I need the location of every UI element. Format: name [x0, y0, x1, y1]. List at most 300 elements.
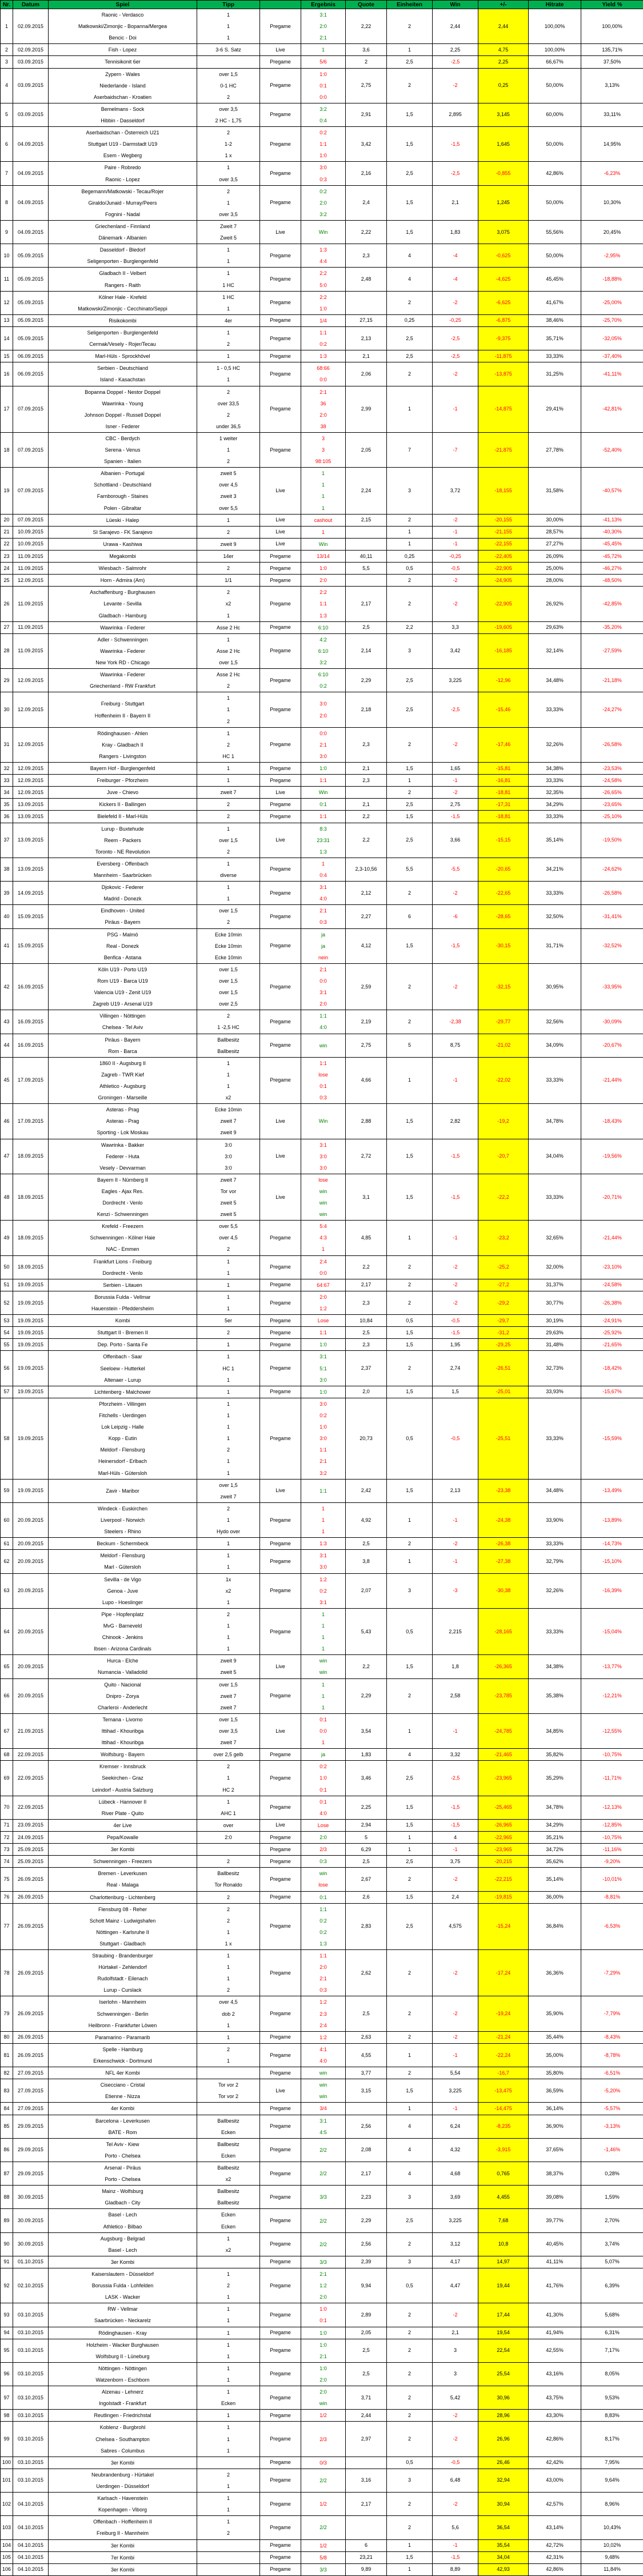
header-col-result: Ergebnis [301, 1, 346, 9]
cell-results [301, 811, 346, 823]
cell-yield: -41,13% [581, 514, 643, 526]
cell-games [49, 1608, 197, 1654]
cell-tips [197, 928, 260, 963]
cell-bookie: Pregame [260, 775, 301, 787]
cell-yield: -1,46% [581, 2138, 643, 2162]
cell-yield: 6,39% [581, 2268, 643, 2303]
cell-balance: 17,44 [478, 2303, 529, 2327]
cell-nr: 78 [1, 1950, 13, 1996]
cell-games-line: Schwenningen - Berlin [50, 2008, 195, 2020]
cell-results-line: 2:0 [302, 409, 344, 421]
cell-games-line: Asteras - Prag [50, 1115, 195, 1127]
cell-balance: -8,235 [478, 2115, 529, 2138]
cell-nr: 38 [1, 858, 13, 881]
cell-tips-line: over 1,5 [198, 987, 258, 998]
cell-quote: 2,27 [346, 905, 387, 928]
cell-tips-line: Ballbesitz [198, 2197, 258, 2208]
cell-results [301, 633, 346, 668]
cell-date: 12.09.2015 [13, 775, 49, 787]
cell-results [301, 1749, 346, 1761]
cell-yield: 2,70% [581, 2209, 643, 2232]
cell-results-line: cashout [302, 515, 344, 526]
cell-balance: -19,24 [478, 1996, 529, 2031]
cell-win: -1,5 [433, 1139, 478, 1174]
cell-date: 19.09.2015 [13, 1339, 49, 1351]
cell-nr: 24 [1, 563, 13, 575]
cell-quote: 2,5 [346, 621, 387, 633]
cell-results-line: 1:1 [302, 1950, 344, 1961]
cell-tips [197, 68, 260, 103]
cell-quote: 2,16 [346, 162, 387, 185]
cell-tips [197, 2493, 260, 2516]
header-col-tip: Tipp [197, 1, 260, 9]
cell-yield: -21,18% [581, 669, 643, 692]
cell-games-line: Matkowski/Zimonjic - Bopanna/Mergea [50, 21, 195, 32]
cell-games-line: Erkenschwick - Dortmund [50, 2055, 195, 2067]
cell-balance: 7,68 [478, 2209, 529, 2232]
table-row [1, 1856, 643, 1868]
cell-results-line: 1:1 [302, 1327, 344, 1338]
cell-results-line: 1:3 [302, 1538, 344, 1549]
cell-hitrate: 32,73% [529, 1351, 581, 1386]
cell-date: 11.09.2015 [13, 563, 49, 575]
cell-tips-line: 2 [198, 811, 258, 822]
cell-tips [197, 350, 260, 362]
cell-nr: 35 [1, 799, 13, 811]
cell-games [49, 2386, 197, 2410]
cell-tips [197, 1502, 260, 1537]
table-row [1, 1819, 643, 1831]
cell-nr: 91 [1, 2256, 13, 2268]
cell-results-line: 2/2 [302, 2239, 344, 2250]
cell-hitrate: 36,59% [529, 2079, 581, 2103]
cell-results-line: 5/8 [302, 2552, 344, 2563]
cell-win: -2,5 [433, 162, 478, 185]
cell-games-line: Schwenningen - Kölner Haie [50, 1232, 195, 1243]
cell-tips-line: 1 [198, 2303, 258, 2315]
cell-results-line: 23:31 [302, 835, 344, 846]
cell-results [301, 2493, 346, 2516]
cell-games-line: Eindhoven - United [50, 905, 195, 916]
cell-tips-line: 1 [198, 303, 258, 314]
cell-tips [197, 1315, 260, 1327]
cell-yield: -12,21% [581, 1678, 643, 1713]
cell-tips-line: zweit 9 [198, 1655, 258, 1666]
cell-units: 2 [387, 1279, 433, 1291]
cell-results [301, 1057, 346, 1103]
cell-games [49, 1844, 197, 1856]
cell-quote [346, 538, 387, 550]
cell-tips-line: 2 [198, 91, 258, 103]
cell-hitrate: 42,86% [529, 2563, 581, 2575]
cell-hitrate: 35,14% [529, 1868, 581, 1891]
cell-bookie: Pregame [260, 386, 301, 432]
cell-tips [197, 811, 260, 823]
table-row [1, 1279, 643, 1291]
cell-tips-line: 1 [198, 1279, 258, 1291]
cell-hitrate: 42,42% [529, 2457, 581, 2469]
cell-nr: 102 [1, 2493, 13, 2516]
cell-tips-line: Ecke 10min [198, 929, 258, 940]
cell-tips-line: 1 [198, 2291, 258, 2303]
cell-tips-line: 3-6 S. Satz [198, 44, 258, 55]
cell-date: 03.10.2015 [13, 2362, 49, 2386]
cell-games-line: Polen - Gibraltar [50, 503, 195, 514]
cell-units: 2,5 [387, 326, 433, 350]
cell-nr: 22 [1, 538, 13, 550]
cell-games-line: Karlsach - Havenstein [50, 2493, 195, 2504]
cell-hitrate: 27,27% [529, 538, 581, 550]
cell-date: 07.09.2015 [13, 386, 49, 432]
cell-quote: 3,16 [346, 2469, 387, 2492]
cell-games [49, 1502, 197, 1537]
cell-tips-line [198, 2067, 258, 2079]
cell-yield: -12,55% [581, 1713, 643, 1748]
cell-tips [197, 2362, 260, 2386]
cell-units: 2 [387, 575, 433, 587]
cell-tips-line: 1 [198, 728, 258, 739]
cell-bookie: Pregame [260, 314, 301, 326]
cell-games [49, 2031, 197, 2043]
cell-nr: 57 [1, 1386, 13, 1398]
cell-results-line: 2:0 [302, 1832, 344, 1843]
cell-games-line: Heilbronn - Frankfurter Löwen [50, 2020, 195, 2031]
cell-results-line: 0:1 [302, 1080, 344, 1092]
cell-date: 03.09.2015 [13, 103, 49, 126]
cell-win: -2 [433, 291, 478, 314]
cell-tips-line: Ballbesitz [198, 1868, 258, 1879]
cell-bookie: Pregame [260, 763, 301, 775]
cell-quote: 2,1 [346, 799, 387, 811]
cell-games-line: Villingen - Nöttingen [50, 1010, 195, 1022]
cell-games [49, 291, 197, 314]
cell-win: 2,1 [433, 2327, 478, 2339]
cell-tips-line: 1 [198, 704, 258, 715]
cell-hitrate: 33,33% [529, 1398, 581, 1479]
cell-units: 1 [387, 526, 433, 538]
cell-yield: -26,58% [581, 727, 643, 762]
cell-bookie: Pregame [260, 1903, 301, 1949]
cell-win: 2,215 [433, 1608, 478, 1654]
cell-results [301, 1279, 346, 1291]
cell-games-line: Fitchells - Uerdingen [50, 1410, 195, 1421]
cell-nr: 40 [1, 905, 13, 928]
cell-tips [197, 244, 260, 268]
cell-nr: 36 [1, 811, 13, 823]
cell-tips-line: 1 [198, 2504, 258, 2515]
cell-games-line: 4er Kombi [50, 2103, 195, 2114]
cell-results-line: 1 [302, 1690, 344, 1702]
cell-date: 21.09.2015 [13, 1713, 49, 1748]
cell-hitrate: 66,67% [529, 56, 581, 68]
cell-tips [197, 1291, 260, 1314]
cell-date: 18.09.2015 [13, 1255, 49, 1279]
cell-balance: -25,2 [478, 1255, 529, 1279]
cell-quote [346, 2457, 387, 2469]
table-row [1, 1538, 643, 1550]
table-row [1, 68, 643, 103]
cell-yield: -26,65% [581, 787, 643, 799]
cell-games [49, 2067, 197, 2079]
cell-tips-line: 1 [198, 256, 258, 267]
cell-results-line: 2:0 [302, 998, 344, 1010]
cell-results-line: win [302, 2398, 344, 2409]
cell-win: 1,5 [433, 1386, 478, 1398]
cell-results [301, 1104, 346, 1139]
cell-games [49, 1761, 197, 1796]
header-row [1, 1, 643, 9]
table-row [1, 2162, 643, 2186]
cell-hitrate: 35,21% [529, 1831, 581, 1843]
cell-results-line: 0:0 [302, 728, 344, 739]
cell-results [301, 1139, 346, 1174]
table-row [1, 2551, 643, 2563]
cell-games [49, 2362, 197, 2386]
cell-results-line: 2/2 [302, 2168, 344, 2179]
cell-games-line: Horn - Admira (Am) [50, 575, 195, 586]
cell-games [49, 692, 197, 727]
cell-results [301, 56, 346, 68]
cell-results-line: win [302, 1666, 344, 1678]
cell-tips-line: 1 [198, 444, 258, 456]
header-col-game: Spiel [49, 1, 197, 9]
cell-yield: -3,13% [581, 2115, 643, 2138]
cell-date: 05.09.2015 [13, 244, 49, 268]
cell-balance: -18,81 [478, 811, 529, 823]
cell-games-line: Flensburg 08 - Reher [50, 1904, 195, 1915]
cell-units: 2 [387, 514, 433, 526]
cell-units: 0,5 [387, 1398, 433, 1479]
cell-tips-line: over [198, 1820, 258, 1831]
cell-tips-line: 2 [198, 338, 258, 350]
cell-hitrate: 50,00% [529, 68, 581, 103]
cell-units: 3 [387, 2469, 433, 2492]
cell-games-line: Bayern Hof - Burglengenfeld [50, 763, 195, 774]
cell-games [49, 2516, 197, 2539]
cell-games-line: Stuttgart II - Bremen II [50, 1327, 195, 1338]
cell-hitrate: 33,33% [529, 1057, 581, 1103]
cell-hitrate: 38,37% [529, 2162, 581, 2186]
cell-games-line: Windeck - Euskirchen [50, 1503, 195, 1514]
cell-results [301, 1819, 346, 1831]
cell-yield: -10,01% [581, 1868, 643, 1891]
cell-date: 04.10.2015 [13, 2563, 49, 2575]
cell-win: -2,5 [433, 350, 478, 362]
cell-hitrate: 35,44% [529, 2031, 581, 2043]
cell-games-line: Mainz - Wolfsburg [50, 2186, 195, 2197]
cell-results [301, 103, 346, 126]
cell-balance: -16,185 [478, 633, 529, 668]
cell-bookie: Pregame [260, 2043, 301, 2067]
cell-tips-line: 1 [198, 1433, 258, 1444]
cell-results-line: 1:3 [302, 610, 344, 621]
cell-results-line: 3:0 [302, 1398, 344, 1410]
cell-games-line: 4er Live [50, 1820, 195, 1831]
cell-balance: 19,44 [478, 2268, 529, 2303]
cell-yield: -7,29% [581, 1950, 643, 1996]
cell-nr: 50 [1, 1255, 13, 1279]
cell-quote: 4,12 [346, 928, 387, 963]
cell-units: 1,5 [387, 1891, 433, 1903]
cell-nr: 3 [1, 56, 13, 68]
cell-results [301, 268, 346, 291]
cell-results-line: 2/2 [302, 2522, 344, 2533]
cell-tips-line: 1 [198, 21, 258, 32]
cell-tips [197, 2327, 260, 2339]
cell-tips-line: 1 [198, 1950, 258, 1961]
cell-tips-line: 2 [198, 2527, 258, 2539]
cell-hitrate: 26,92% [529, 587, 581, 621]
cell-games [49, 326, 197, 350]
cell-date: 27.09.2015 [13, 2067, 49, 2079]
cell-games-line: Wawrinka - Federer [50, 669, 195, 680]
cell-quote: 2,97 [346, 2422, 387, 2457]
cell-quote: 2,17 [346, 2493, 387, 2516]
cell-tips-line: x2 [198, 1092, 258, 1103]
cell-units: 2 [387, 1538, 433, 1550]
cell-tips-line: 2 [198, 1327, 258, 1338]
cell-date: 03.10.2015 [13, 2386, 49, 2410]
cell-quote: 3,15 [346, 2079, 387, 2103]
cell-bookie: Pregame [260, 2209, 301, 2232]
cell-nr: 77 [1, 1903, 13, 1949]
cell-games-line: Marl-Hüls - Gütersloh [50, 1468, 195, 1479]
cell-tips-line: 2 [198, 1503, 258, 1514]
cell-games-line: Augsburg - Belgrad [50, 2233, 195, 2244]
cell-games-line: Zagreb - TWR Kief [50, 1069, 195, 1080]
cell-units: 1 [387, 1221, 433, 1255]
cell-yield: -24,27% [581, 692, 643, 727]
cell-nr: 49 [1, 1221, 13, 1255]
cell-games [49, 350, 197, 362]
cell-win: -1 [433, 2539, 478, 2551]
cell-tips [197, 563, 260, 575]
cell-win: -2 [433, 1255, 478, 1279]
cell-win: -1,5 [433, 1796, 478, 1819]
cell-units: 2 [387, 1868, 433, 1891]
cell-balance: -6,875 [478, 314, 529, 326]
cell-hitrate: 32,26% [529, 727, 581, 762]
cell-hitrate: 29,63% [529, 621, 581, 633]
cell-nr: 30 [1, 692, 13, 727]
cell-nr: 93 [1, 2303, 13, 2327]
cell-balance: 34,04 [478, 2551, 529, 2563]
table-row [1, 1502, 643, 1537]
cell-units: 3 [387, 2186, 433, 2209]
header-col-quote: Quote [346, 1, 387, 9]
table-row [1, 2563, 643, 2575]
cell-hitrate: 34,04% [529, 1139, 581, 1174]
cell-results-line: 2:3 [302, 2008, 344, 2020]
cell-balance: -0,855 [478, 162, 529, 185]
cell-balance: -23,965 [478, 1844, 529, 1856]
cell-tips-line: 3:0 [198, 1139, 258, 1151]
cell-tips-line: 1x [198, 1574, 258, 1585]
cell-tips-line: 1 [198, 2032, 258, 2043]
cell-yield: 3,13% [581, 68, 643, 103]
cell-games [49, 2186, 197, 2209]
cell-games-line: Kopp - Eutin [50, 1433, 195, 1444]
cell-games-line: 3er Kombi [50, 2256, 195, 2268]
cell-games-line: Alzenau - Lehnerz [50, 2386, 195, 2398]
cell-tips-line: 2 [198, 1892, 258, 1903]
cell-results [301, 2079, 346, 2103]
cell-games-line: Wolfsburg - Bayern [50, 1749, 195, 1760]
cell-win: -1 [433, 538, 478, 550]
cell-bookie: Live [260, 1104, 301, 1139]
cell-units: 2,5 [387, 350, 433, 362]
cell-games [49, 2303, 197, 2327]
cell-results-line: 2:4 [302, 1256, 344, 1267]
table-row [1, 575, 643, 587]
cell-games-line: Gladbach - Hamburg [50, 610, 195, 621]
cell-results [301, 2539, 346, 2551]
cell-balance: -15,15 [478, 823, 529, 858]
cell-quote: 2,62 [346, 1950, 387, 1996]
cell-games-line: Reutlingen - Friedrichstal [50, 2410, 195, 2421]
cell-tips-line: 1 [198, 823, 258, 835]
cell-quote: 2,29 [346, 669, 387, 692]
cell-games [49, 1279, 197, 1291]
cell-tips-line: Zweit 7 [198, 221, 258, 232]
cell-results-line: 5:1 [302, 1363, 344, 1374]
cell-quote: 2,89 [346, 2303, 387, 2327]
cell-games-line: Bielefeld II - Marl-Hüls [50, 811, 195, 822]
cell-balance: -27,38 [478, 1550, 529, 1573]
cell-tips-line: 2 [198, 1609, 258, 1620]
cell-results [301, 2067, 346, 2079]
cell-yield: 10,30% [581, 185, 643, 220]
cell-games [49, 127, 197, 162]
cell-hitrate: 32,14% [529, 633, 581, 668]
cell-quote: 4,85 [346, 1221, 387, 1255]
cell-tips [197, 1844, 260, 1856]
table-row [1, 1891, 643, 1903]
cell-games-line: Chinook - Jenkins [50, 1632, 195, 1643]
table-row [1, 2327, 643, 2339]
cell-nr: 89 [1, 2209, 13, 2232]
cell-win: -1 [433, 526, 478, 538]
cell-results-line: win [302, 1655, 344, 1666]
cell-games [49, 823, 197, 858]
cell-tips-line: 1 [198, 9, 258, 21]
cell-games-line: Wawrinka - Young [50, 398, 195, 409]
cell-tips-line: 1 [198, 2351, 258, 2362]
cell-tips-line: 1 [198, 2410, 258, 2421]
cell-results-line: 2:1 [302, 2351, 344, 2362]
cell-balance: -30,38 [478, 1573, 529, 1608]
cell-date: 03.10.2015 [13, 2339, 49, 2362]
cell-win: 1,83 [433, 220, 478, 244]
cell-nr: 86 [1, 2138, 13, 2162]
cell-results-line: 3:2 [302, 1468, 344, 1479]
cell-balance: -21,24 [478, 2031, 529, 2043]
cell-tips [197, 2386, 260, 2410]
cell-bookie: Pregame [260, 162, 301, 185]
table-row [1, 1139, 643, 1174]
cell-results-line: 1:0 [302, 1339, 344, 1350]
table-row [1, 1796, 643, 1819]
table-row [1, 1398, 643, 1479]
cell-balance: 0,765 [478, 2162, 529, 2186]
cell-balance: 26,46 [478, 2457, 529, 2469]
cell-hitrate: 34,38% [529, 763, 581, 775]
cell-games-line: Ibsen - Arizona Cardinals [50, 1643, 195, 1654]
cell-nr: 96 [1, 2362, 13, 2386]
cell-date: 04.09.2015 [13, 220, 49, 244]
cell-win: -1 [433, 1221, 478, 1255]
cell-units: 1 [387, 538, 433, 550]
